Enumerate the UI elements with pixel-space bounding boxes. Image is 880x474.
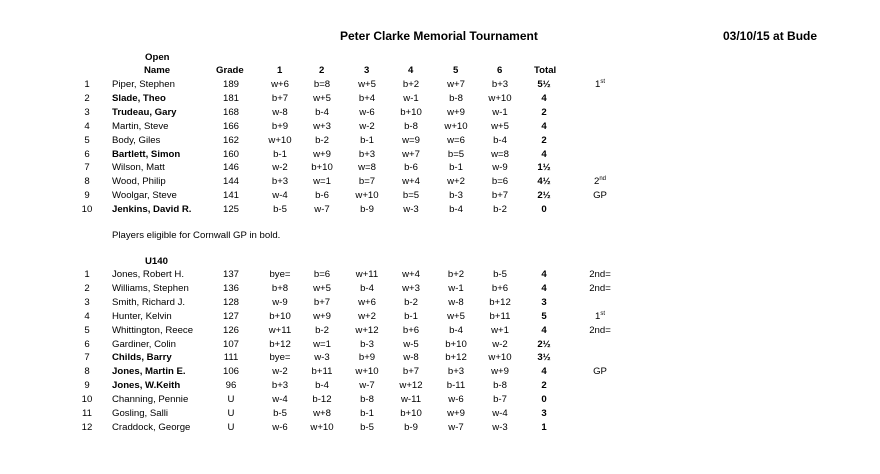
- player-total: 2½: [537, 190, 551, 202]
- round-2-result: b+10: [311, 162, 333, 174]
- player-total: 4: [541, 269, 547, 280]
- placing-text: 1: [594, 79, 601, 90]
- round-5-result: b+12: [445, 352, 467, 364]
- round-1-result: w-6: [272, 421, 288, 433]
- player-total: 0: [541, 394, 547, 406]
- player-total: 4: [541, 366, 547, 378]
- round-1-result: bye=: [269, 269, 291, 280]
- player-grade: 181: [222, 92, 239, 104]
- round-1-result: b+10: [269, 310, 291, 322]
- table-row: [0, 93, 880, 106]
- round-6-result: b+11: [489, 310, 511, 322]
- placing-note: [575, 79, 625, 90]
- player-grade: 125: [222, 204, 239, 216]
- round-6-result: w+9: [491, 366, 509, 378]
- player-total: 4: [541, 120, 547, 132]
- player-grade: 136: [222, 282, 239, 294]
- player-total: 2: [541, 134, 547, 146]
- column-header-round-4: 4: [408, 65, 414, 76]
- player-number: 1: [84, 269, 90, 280]
- round-6-result: w+1: [491, 324, 509, 336]
- player-total: 1: [541, 421, 547, 433]
- player-number: 10: [81, 204, 93, 216]
- player-total: 4: [541, 324, 547, 336]
- player-number: 6: [84, 148, 90, 160]
- player-name: Craddock, George: [112, 421, 191, 433]
- placing-text: GP: [593, 366, 607, 378]
- round-1-result: b+9: [271, 120, 289, 132]
- table-row: [0, 121, 880, 134]
- round-4-result: b+2: [402, 79, 420, 90]
- player-number: 1: [84, 79, 90, 90]
- round-6-result: w-2: [492, 338, 508, 350]
- player-total: 3: [541, 408, 547, 419]
- table-row: [0, 352, 880, 365]
- player-grade: U: [227, 421, 235, 433]
- player-number: 8: [84, 176, 90, 188]
- round-1-result: b+12: [269, 338, 291, 350]
- round-2-result: w+5: [313, 92, 331, 104]
- player-name: Smith, Richard J.: [112, 296, 186, 308]
- round-5-result: w-6: [448, 394, 464, 406]
- round-4-result: b+10: [400, 408, 422, 419]
- round-3-result: w-2: [359, 120, 375, 132]
- round-4-result: b+10: [400, 106, 422, 118]
- round-1-result: b-5: [273, 408, 287, 419]
- player-grade: 127: [222, 310, 239, 322]
- player-grade: 126: [222, 324, 239, 336]
- open-section-heading: Open: [145, 52, 170, 63]
- round-1-result: b+3: [271, 176, 289, 188]
- table-row: [0, 311, 880, 324]
- round-1-result: w-2: [272, 366, 288, 378]
- round-5-result: w+9: [447, 408, 465, 419]
- round-5-result: b-1: [449, 162, 463, 174]
- round-3-result: w+6: [358, 296, 376, 308]
- player-grade: 137: [222, 269, 239, 280]
- player-number: 4: [84, 310, 90, 322]
- player-total: 4: [541, 148, 547, 160]
- round-4-result: b+6: [402, 324, 420, 336]
- placing-note: [575, 176, 625, 187]
- placing-text: 2nd=: [589, 282, 611, 294]
- player-grade: 160: [222, 148, 239, 160]
- player-name: Woolgar, Steve: [112, 190, 177, 202]
- player-number: 11: [82, 408, 92, 419]
- column-header-name: Name: [144, 65, 171, 76]
- placing-text: GP: [593, 190, 607, 202]
- player-name: Childs, Barry: [112, 352, 172, 364]
- placing-suffix: st: [600, 310, 605, 317]
- player-name: Hunter, Kelvin: [112, 310, 172, 322]
- round-6-result: w-3: [492, 421, 508, 433]
- round-2-result: w+5: [313, 282, 331, 294]
- round-3-result: w-7: [359, 380, 375, 392]
- player-grade: 162: [222, 134, 239, 146]
- round-4-result: b+7: [402, 366, 420, 378]
- table-row: [0, 135, 880, 148]
- placing-text: 2: [593, 176, 600, 188]
- player-name: Martin, Steve: [112, 120, 169, 132]
- player-number: 12: [81, 421, 93, 433]
- player-name: Jones, W.Keith: [112, 380, 181, 392]
- round-6-result: b-7: [493, 394, 507, 406]
- player-grade: U: [227, 394, 235, 406]
- round-6-result: b=6: [491, 176, 509, 188]
- player-number: 5: [84, 134, 90, 146]
- round-1-result: w+10: [268, 134, 292, 146]
- column-header-round-6: 6: [497, 65, 503, 76]
- player-name: Wilson, Matt: [112, 162, 165, 174]
- player-grade: 141: [222, 190, 239, 202]
- round-2-result: w=1: [313, 176, 331, 188]
- player-total: 1½: [537, 162, 551, 174]
- player-name: Trudeau, Gary: [112, 106, 177, 118]
- player-grade: 189: [222, 79, 239, 90]
- round-4-result: w-1: [403, 92, 419, 104]
- round-4-result: w+12: [399, 380, 423, 392]
- round-3-result: b-1: [360, 408, 374, 419]
- tournament-title: Peter Clarke Memorial Tournament: [340, 29, 538, 43]
- round-4-result: w-8: [403, 352, 419, 364]
- round-6-result: w-1: [492, 106, 508, 118]
- player-name: Gosling, Salli: [112, 408, 168, 419]
- round-4-result: w+3: [402, 282, 420, 294]
- player-name: Piper, Stephen: [112, 79, 175, 90]
- round-6-result: b+7: [491, 190, 509, 202]
- round-3-result: b+9: [358, 352, 376, 364]
- placing-suffix: st: [600, 79, 605, 85]
- round-3-result: w=8: [358, 162, 376, 174]
- player-grade: 96: [225, 380, 237, 392]
- round-3-result: b-8: [360, 394, 374, 406]
- round-6-result: b+12: [489, 296, 511, 308]
- round-4-result: b-9: [404, 421, 418, 433]
- table-row: [0, 339, 880, 352]
- player-name: Body, Giles: [112, 134, 161, 146]
- round-2-result: b-4: [315, 380, 329, 392]
- table-row: [0, 366, 880, 379]
- round-3-result: w+10: [355, 190, 379, 202]
- round-1-result: b+3: [271, 380, 289, 392]
- round-2-result: b-2: [315, 324, 329, 336]
- player-total: 5: [541, 310, 547, 322]
- table-row: [0, 422, 880, 435]
- round-5-result: b+2: [447, 269, 465, 280]
- round-5-result: b-4: [449, 204, 463, 216]
- round-3-result: b-4: [360, 282, 374, 294]
- player-number: 7: [84, 162, 90, 174]
- placing-note: [575, 283, 625, 294]
- round-5-result: b-4: [449, 324, 463, 336]
- player-number: 10: [81, 394, 93, 406]
- round-5-result: w+5: [447, 310, 465, 322]
- table-row: [0, 269, 880, 282]
- round-1-result: w-9: [272, 296, 288, 308]
- player-total: 2: [541, 106, 547, 118]
- round-3-result: w+2: [358, 310, 376, 322]
- column-header-round-3: 3: [364, 65, 370, 76]
- round-5-result: w+2: [447, 176, 465, 188]
- round-3-result: b+4: [358, 92, 376, 104]
- round-6-result: w+10: [488, 92, 512, 104]
- round-4-result: w-5: [403, 338, 419, 350]
- tournament-date: 03/10/15 at Bude: [723, 29, 818, 43]
- round-1-result: w+11: [268, 324, 292, 336]
- table-row: [0, 149, 880, 162]
- column-header-round-5: 5: [453, 65, 459, 76]
- round-5-result: w+9: [447, 106, 465, 118]
- column-header-round-2: 2: [319, 65, 325, 76]
- round-4-result: b-8: [404, 120, 418, 132]
- player-grade: 107: [222, 338, 239, 350]
- player-name: Channing, Pennie: [112, 394, 189, 406]
- round-3-result: w+10: [355, 366, 379, 378]
- placing-text: 2nd=: [589, 324, 611, 336]
- round-6-result: b-8: [493, 380, 507, 392]
- round-3-result: w+11: [355, 269, 379, 280]
- player-name: Gardiner, Colin: [112, 338, 176, 350]
- player-name: Slade, Theo: [112, 92, 166, 104]
- table-row: [0, 190, 880, 203]
- round-2-result: b+11: [311, 366, 333, 378]
- round-5-result: w-7: [448, 421, 464, 433]
- round-4-result: b-2: [404, 296, 418, 308]
- round-3-result: b=7: [358, 176, 376, 188]
- round-6-result: b-4: [493, 134, 507, 146]
- player-total: 4: [541, 282, 547, 294]
- round-4-result: w+4: [402, 176, 420, 188]
- player-number: 2: [84, 282, 90, 294]
- player-total: 2: [541, 380, 547, 392]
- placing-text: 2nd=: [589, 269, 611, 280]
- round-3-result: b+3: [358, 148, 376, 160]
- round-3-result: w+5: [358, 79, 376, 90]
- round-4-result: w-3: [403, 204, 419, 216]
- round-1-result: w-2: [272, 162, 288, 174]
- round-5-result: w-8: [448, 296, 464, 308]
- player-grade: 168: [222, 106, 239, 118]
- round-5-result: b-8: [449, 92, 463, 104]
- round-5-result: w+7: [447, 79, 465, 90]
- player-total: 3½: [537, 352, 551, 364]
- player-number: 5: [84, 324, 90, 336]
- table-row: [0, 79, 880, 92]
- player-grade: 106: [222, 366, 239, 378]
- player-grade: 166: [222, 120, 239, 132]
- round-2-result: b=6: [313, 269, 331, 280]
- player-total: 5½: [537, 79, 551, 90]
- round-2-result: w+10: [310, 421, 334, 433]
- round-3-result: b-3: [360, 338, 374, 350]
- table-row: [0, 408, 880, 421]
- round-6-result: b-2: [493, 204, 507, 216]
- player-number: 2: [84, 92, 90, 104]
- round-6-result: b-5: [493, 269, 507, 280]
- round-4-result: b-6: [404, 162, 418, 174]
- player-total: 4½: [537, 176, 551, 188]
- round-6-result: w-4: [492, 408, 508, 419]
- player-name: Williams, Stephen: [112, 282, 189, 294]
- round-2-result: w-3: [314, 352, 330, 364]
- round-2-result: w+9: [313, 148, 331, 160]
- player-number: 7: [84, 352, 90, 364]
- round-2-result: w-7: [314, 204, 330, 216]
- table-row: [0, 283, 880, 296]
- round-4-result: b-1: [404, 310, 418, 322]
- round-6-result: w+5: [491, 120, 509, 132]
- placing-text: 1: [594, 310, 601, 322]
- round-2-result: b-2: [315, 134, 329, 146]
- player-number: 9: [84, 190, 90, 202]
- table-row: [0, 394, 880, 407]
- round-1-result: b-1: [273, 148, 287, 160]
- round-1-result: bye=: [269, 352, 291, 364]
- player-grade: 146: [222, 162, 239, 174]
- u140-section-heading: U140: [145, 256, 168, 267]
- round-3-result: b-5: [360, 421, 374, 433]
- round-5-result: w-1: [448, 282, 464, 294]
- round-1-result: w-4: [272, 190, 288, 202]
- round-2-result: b=8: [313, 79, 331, 90]
- player-number: 9: [84, 380, 90, 392]
- player-number: 8: [84, 366, 90, 378]
- placing-note: [575, 269, 625, 280]
- round-1-result: w+6: [271, 79, 289, 90]
- player-number: 6: [84, 338, 90, 350]
- placing-note: [575, 325, 625, 336]
- round-1-result: b+8: [271, 282, 289, 294]
- column-header-total: Total: [534, 65, 557, 76]
- round-2-result: b-4: [315, 106, 329, 118]
- table-row: [0, 162, 880, 175]
- round-3-result: b-1: [360, 134, 374, 146]
- round-2-result: w+9: [313, 310, 331, 322]
- player-name: Jones, Martin E.: [112, 366, 186, 378]
- player-grade: 144: [222, 176, 239, 188]
- round-6-result: b+6: [491, 282, 509, 294]
- column-header-grade: Grade: [216, 65, 244, 76]
- player-number: 3: [84, 106, 90, 118]
- player-name: Whittington, Reece: [112, 324, 194, 336]
- table-row: [0, 176, 880, 189]
- table-row: [0, 297, 880, 310]
- player-name: Bartlett, Simon: [112, 148, 181, 160]
- round-5-result: b+10: [445, 338, 467, 350]
- round-2-result: b+7: [313, 296, 331, 308]
- player-name: Jones, Robert H.: [112, 269, 184, 280]
- player-total: 0: [541, 204, 547, 216]
- round-4-result: w=9: [402, 134, 420, 146]
- round-4-result: w+7: [402, 148, 420, 160]
- player-total: 3: [541, 296, 547, 308]
- round-6-result: w-9: [492, 162, 508, 174]
- round-4-result: w+4: [402, 269, 420, 280]
- round-5-result: w+10: [444, 120, 468, 132]
- player-number: 4: [84, 120, 90, 132]
- round-1-result: w-4: [272, 394, 288, 406]
- round-4-result: b=5: [402, 190, 420, 202]
- round-5-result: b=5: [447, 148, 465, 160]
- table-row: [0, 107, 880, 120]
- round-5-result: b-11: [446, 380, 466, 392]
- round-1-result: b-5: [273, 204, 287, 216]
- round-5-result: b-3: [449, 190, 463, 202]
- round-1-result: w-8: [272, 106, 288, 118]
- placing-note: [575, 311, 625, 322]
- player-total: 4: [541, 92, 547, 104]
- round-2-result: w=1: [313, 338, 331, 350]
- player-total: 2½: [537, 338, 551, 350]
- player-grade: 111: [223, 352, 239, 364]
- placing-suffix: nd: [599, 176, 607, 183]
- round-2-result: w+8: [313, 408, 331, 419]
- round-6-result: w+10: [488, 352, 512, 364]
- round-2-result: b-12: [312, 394, 332, 406]
- table-row: [0, 380, 880, 393]
- eligibility-note: Players eligible for Cornwall GP in bold.: [112, 230, 281, 241]
- round-3-result: w-6: [359, 106, 375, 118]
- player-name: Jenkins, David R.: [112, 204, 192, 216]
- round-3-result: b-9: [360, 204, 374, 216]
- round-6-result: b+3: [491, 79, 509, 90]
- round-2-result: b-6: [315, 190, 329, 202]
- round-6-result: w=8: [491, 148, 509, 160]
- player-grade: 128: [222, 296, 239, 308]
- placing-note: [575, 190, 625, 201]
- player-name: Wood, Philip: [112, 176, 166, 188]
- column-header-round-1: 1: [277, 65, 283, 76]
- round-5-result: b+3: [447, 366, 465, 378]
- player-number: 3: [84, 296, 90, 308]
- player-grade: U: [227, 408, 235, 419]
- round-2-result: w+3: [313, 120, 331, 132]
- placing-note: [575, 366, 625, 377]
- round-5-result: w=6: [447, 134, 465, 146]
- round-4-result: w-11: [400, 394, 422, 406]
- round-3-result: w+12: [355, 324, 379, 336]
- table-row: [0, 325, 880, 338]
- table-row: [0, 204, 880, 217]
- round-1-result: b+7: [271, 92, 289, 104]
